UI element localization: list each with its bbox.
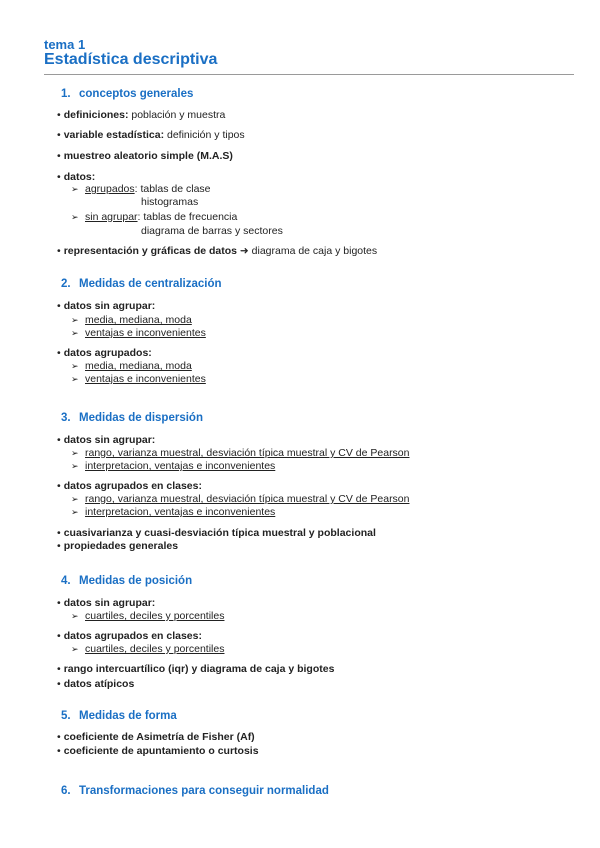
sub-item: ➢ interpretacion, ventajas e inconvenientes [71,460,276,472]
sub-item: ➢ cuartiles, deciles y porcentiles [71,643,225,655]
list-item: • muestreo aleatorio simple (M.A.S) [57,150,233,164]
sub-item: ➢ sin agrupar: tablas de frecuencia [71,211,238,223]
section-1-title: 1. conceptos generales [61,88,194,100]
sub-item: ➢ ventajas e inconvenientes [71,373,206,385]
sub-item: ➢ agrupados: tablas de clase [71,183,211,195]
page-title: Estadística descriptiva [44,51,218,68]
list-item: • coeficiente de Asimetría de Fisher (Af) [57,731,255,745]
list-item: • rango intercuartílico (iqr) y diagrama de caja y bigotes [57,663,334,677]
topic-label: tema 1 [44,37,86,52]
arrow-right-icon: ➢ [71,328,79,338]
section-4-title: 4. Medidas de posición [61,575,193,587]
sub-item: ➢ ventajas e inconvenientes [71,327,206,339]
list-item: • variable estadística: definición y tipos [57,129,245,143]
sub-item: ➢ cuartiles, deciles y porcentiles [71,610,225,622]
list-item: • cuasivarianza y cuasi-desviación típica muestral y poblacional [57,527,376,541]
list-item: • propiedades generales [57,540,178,554]
header-divider [44,74,574,75]
section-6-title: 6. Transformaciones para conseguir normalidad [61,785,329,797]
arrow-right-icon: ➢ [71,374,79,384]
arrow-right-icon: ➢ [71,644,79,654]
list-item: • datos sin agrupar: [57,434,155,448]
list-item: • datos sin agrupar: [57,597,155,611]
list-item: • datos agrupados: [57,347,152,361]
list-item: • coeficiente de apuntamiento o curtosis [57,745,259,759]
sub-item-continuation: histogramas [141,196,199,208]
list-item: • definiciones: población y muestra [57,109,225,123]
list-item: • datos agrupados en clases: [57,630,202,644]
list-item: • datos: [57,171,95,185]
arrow-right-icon: ➢ [71,461,79,471]
arrow-right-icon: ➢ [71,212,79,222]
sub-item: ➢ rango, varianza muestral, desviación típica muestral y CV de Pearson [71,447,410,459]
sub-item: ➢ interpretacion, ventajas e inconvenientes [71,506,276,518]
list-item: • datos sin agrupar: [57,300,155,314]
arrow-right-icon: ➢ [71,315,79,325]
arrow-right-icon: ➢ [71,611,79,621]
sub-item: ➢ media, mediana, moda [71,314,192,326]
list-item: • representación y gráficas de datos ➜ diagrama de caja y bigotes [57,245,377,259]
arrow-right-icon: ➢ [71,184,79,194]
section-3-title: 3. Medidas de dispersión [61,412,203,424]
arrow-right-icon: ➢ [71,361,79,371]
sub-item-continuation: diagrama de barras y sectores [141,225,283,237]
sub-item: ➢ media, mediana, moda [71,360,192,372]
section-2-title: 2. Medidas de centralización [61,278,222,290]
arrow-right-icon: ➢ [71,507,79,517]
arrow-right-icon: ➢ [71,448,79,458]
list-item: • datos agrupados en clases: [57,480,202,494]
section-5-title: 5. Medidas de forma [61,710,177,722]
list-item: • datos atípicos [57,678,134,692]
arrow-right-icon: ➢ [71,494,79,504]
document-header [44,38,217,69]
sub-item: ➢ rango, varianza muestral, desviación típica muestral y CV de Pearson [71,493,410,505]
